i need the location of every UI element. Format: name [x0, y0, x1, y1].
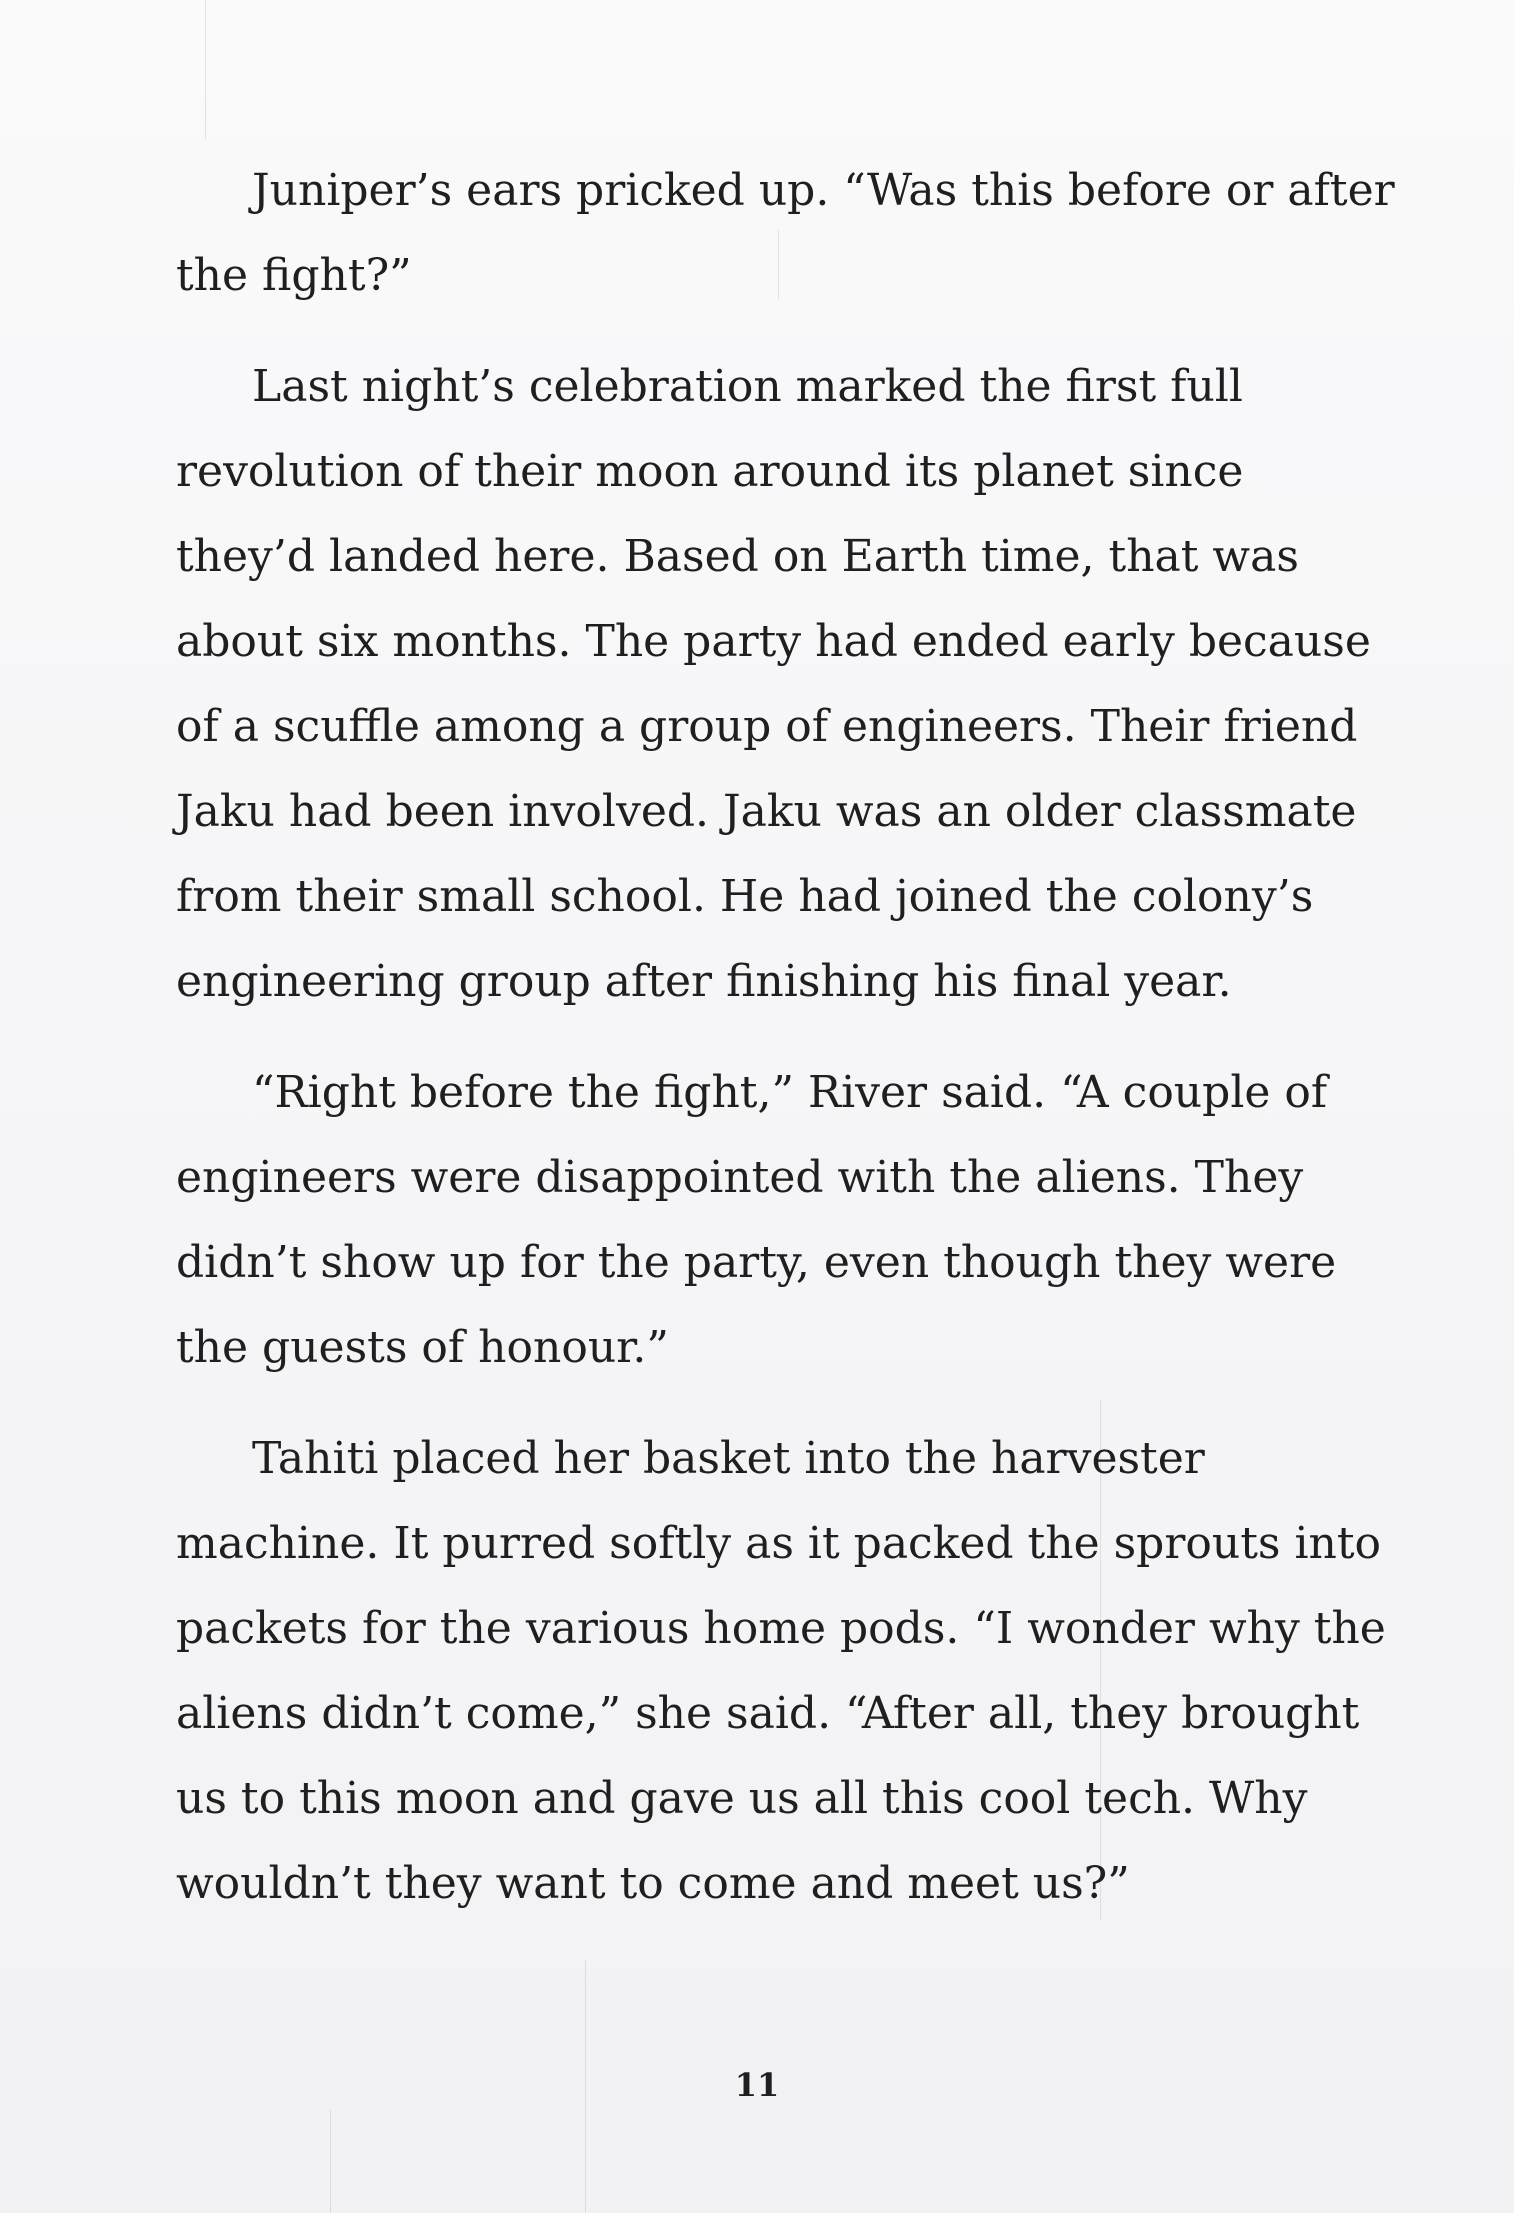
scan-artifact — [205, 0, 206, 140]
scan-artifact — [330, 2110, 331, 2213]
paragraph: Tahiti placed her basket into the harvester machine. It purred softly as it packed the sprouts into packets for the various home pods. “I wonder why the aliens didn’t come,” she said. “After all, they brought us to this moon and gave us all this cool tech. Why wouldn’t they want to come and meet us?” — [176, 1433, 1386, 1909]
body-text — [176, 148, 1396, 1926]
paragraph: “Right before the fight,” River said. “A couple of engineers were disappointed with the aliens. They didn’t show up for the party, even though they were the guests of honour.” — [176, 1067, 1337, 1373]
paragraph: Juniper’s ears pricked up. “Was this before or after the fight?” — [176, 165, 1395, 301]
page-number: 11 — [734, 2066, 780, 2104]
paragraph: Last night’s celebration marked the first full revolution of their moon around its planet since they’d landed here. Based on Earth time, that was about six months. The party had ended early because of a scuffle among a group of engineers. Their friend Jaku had been involved. Jaku was an older classmate from their small school. He had joined the colony’s engineering group after finishing his final year. — [176, 361, 1371, 1007]
